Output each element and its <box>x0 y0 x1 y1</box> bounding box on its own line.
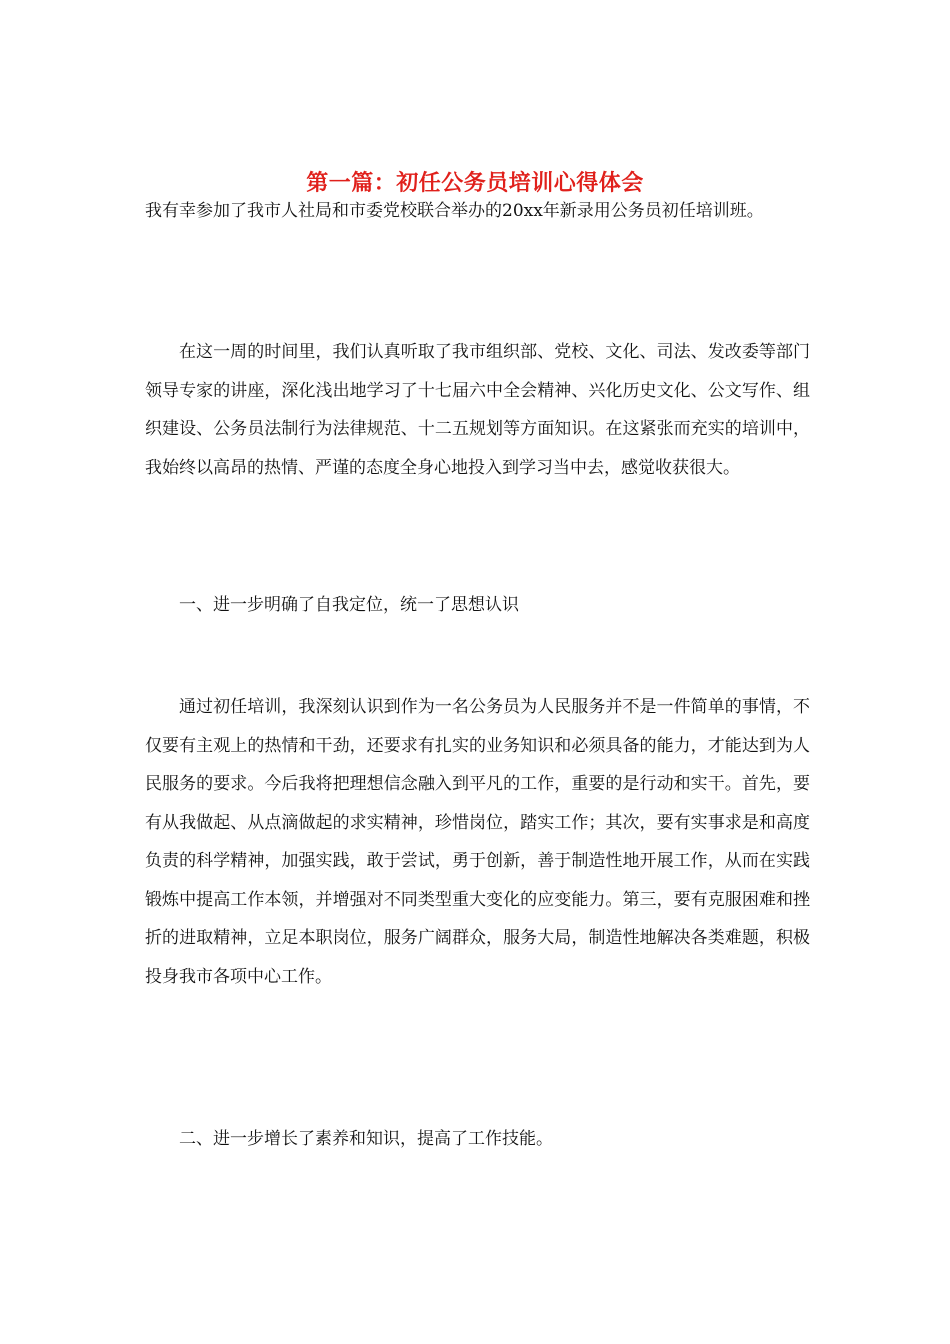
body-paragraph-training-content: 在这一周的时间里，我们认真听取了我市组织部、党校、文化、司法、发改委等部门领导专家的讲座，深化浅出地学习了十七届六中全会精神、兴化历史文化、公文写作、组织建设、公务员法制行为法律规范、十二五规划等方面知识。在这紧张而充实的培训中，我始终以高昂的热情、严谨的态度全身心地投入到学习当中去，感觉收获很大。 <box>145 342 810 478</box>
intro-paragraph: 我有幸参加了我市人社局和市委党校联合举办的20xx年新录用公务员初任培训班。 <box>145 201 764 221</box>
document-title: 第一篇：初任公务员培训心得体会 <box>306 169 644 196</box>
section-heading-1: 一、进一步明确了自我定位，统一了思想认识 <box>179 595 519 615</box>
body-paragraph-understanding: 通过初任培训，我深刻认识到作为一名公务员为人民服务并不是一件简单的事情，不仅要有主观上的热情和干劲，还要求有扎实的业务知识和必须具备的能力，才能达到为人民服务的要求。今后我将把理想信念融入到平凡的工作，重要的是行动和实干。首先，要有从我做起、从点滴做起的求实精神，珍惜岗位，踏实工作；其次，要有实事求是和高度负责的科学精神，加强实践，敢于尝试，勇于创新，善于制造性地开展工作，从而在实践锻炼中提高工作本领，并增强对不同类型重大变化的应变能力。第三，要有克服困难和挫折的进取精神，立足本职岗位，服务广阔群众，服务大局，制造性地解决各类难题，积极投身我市各项中心工作。 <box>145 697 810 987</box>
section-heading-2: 二、进一步增长了素养和知识，提高了工作技能。 <box>179 1129 553 1149</box>
